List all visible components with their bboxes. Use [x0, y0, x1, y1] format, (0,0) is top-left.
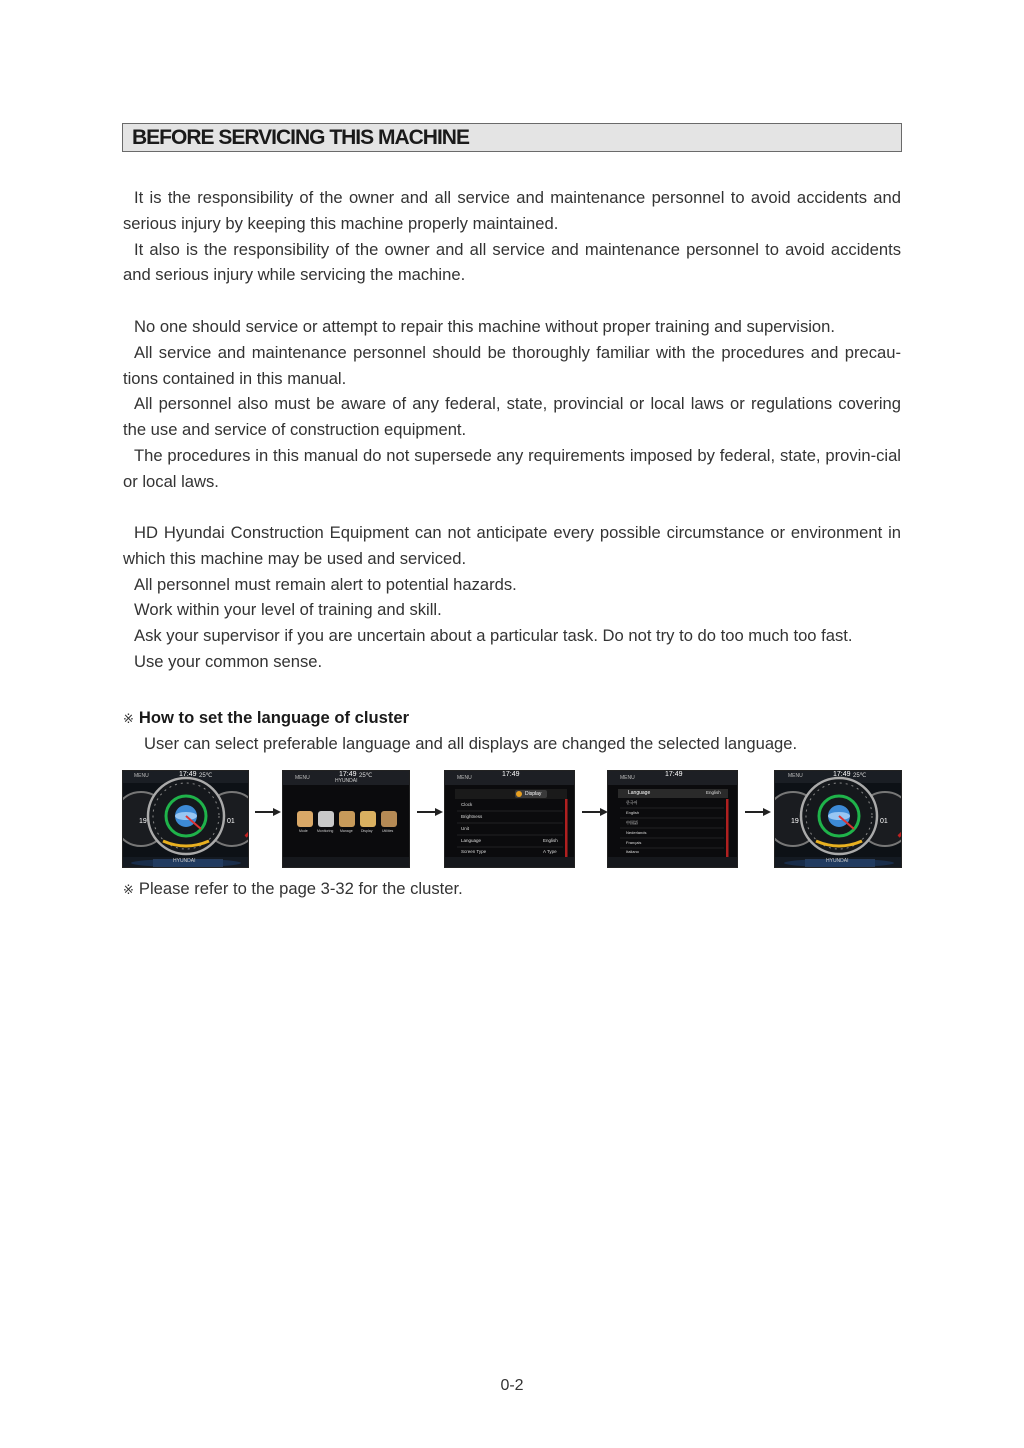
menu-item-monitoring: Monitoring	[317, 829, 334, 833]
paragraph-group-3	[123, 520, 901, 675]
clock-time: 17:49	[339, 771, 357, 778]
svg-text:01: 01	[880, 818, 888, 825]
setting-screen-type-value: A Type	[543, 849, 557, 854]
language-option: Nederlands	[626, 830, 647, 835]
paragraph: Work within your level of training and skill.	[134, 600, 442, 620]
language-option: Français	[626, 840, 642, 845]
gauge-screen-image	[775, 771, 902, 868]
clock-time: 17:49	[179, 771, 197, 778]
paragraph-group-1	[123, 185, 901, 288]
temperature: 25℃	[199, 773, 213, 779]
clock-time: 17:49	[502, 771, 520, 778]
paragraph: No one should service or attempt to repair this machine without proper training and supervision.	[134, 317, 835, 336]
svg-text:19: 19	[791, 818, 799, 825]
tab-display: Display	[525, 791, 542, 797]
gauge-screen-image	[123, 771, 249, 868]
setting-brightness: Brightness	[461, 814, 483, 819]
paragraph: All personnel must remain alert to potential hazards.	[134, 574, 517, 594]
cluster-screen-gauges-result	[774, 770, 902, 868]
paragraph: It also is the responsibility of the owner and all service and maintenance personnel to avoid accidents and serious injury while servicing the machine.	[123, 239, 901, 285]
setting-unit: Unit	[461, 826, 470, 831]
note-text: User can select preferable language and all displays are changed the selected language.	[144, 734, 798, 753]
paragraph: All service and maintenance personnel should be thoroughly familiar with the procedures and precau-tions contained in this manual.	[123, 342, 901, 388]
setting-screen-type: Screen Type	[461, 849, 487, 854]
note-reference	[123, 876, 463, 902]
temperature: 25℃	[359, 773, 373, 779]
reference-mark-icon: ※	[123, 711, 134, 726]
reference-mark-icon: ※	[123, 882, 134, 897]
setting-clock: Clock	[461, 802, 473, 807]
temperature: 25℃	[853, 773, 867, 779]
menu-label: MENU	[788, 773, 803, 779]
cluster-screen-display	[444, 770, 575, 868]
arrow-right-icon	[745, 808, 771, 816]
arrow-right-icon	[582, 808, 608, 816]
language-title: Language	[628, 790, 651, 796]
svg-text:19: 19	[139, 818, 147, 825]
language-option: Italiano	[626, 849, 639, 854]
note-heading	[123, 705, 409, 731]
language-current-value: English	[706, 790, 721, 795]
setting-language: Language	[461, 838, 482, 843]
svg-text:01: 01	[227, 818, 235, 825]
clock-time: 17:49	[665, 771, 683, 778]
arrow-right-icon	[417, 808, 443, 816]
brand-label: HYUNDAI	[173, 858, 196, 864]
brand-label: HYUNDAI	[826, 858, 849, 864]
paragraph: HD Hyundai Construction Equipment can not anticipate every possible circumstance or environment in which this machine may be used and serviced.	[123, 523, 901, 568]
menu-screen-image	[283, 771, 410, 868]
paragraph: Use your common sense.	[134, 651, 323, 671]
note-heading-text: How to set the language of cluster	[138, 708, 410, 727]
language-option: 한국어	[626, 800, 638, 805]
cluster-screen-menu	[282, 770, 410, 868]
menu-item-manage: Manage	[340, 829, 353, 833]
clock-time: 17:49	[833, 771, 851, 778]
menu-label: MENU	[295, 775, 310, 781]
paragraph: All personnel also must be aware of any federal, state, provincial or local laws or regulations covering the use and service of construction equipment.	[123, 394, 901, 440]
menu-item-display: Display	[361, 829, 373, 833]
page-number: 0-2	[500, 1377, 524, 1394]
note-reference-text: Please refer to the page 3-32 for the cluster.	[138, 879, 463, 898]
cluster-screen-gauges	[122, 770, 249, 868]
setting-language-value: English	[543, 838, 558, 843]
menu-label: MENU	[134, 773, 149, 779]
cluster-screens-sequence	[122, 770, 902, 868]
paragraph-group-2	[123, 314, 901, 495]
menu-item-utilities: Utilities	[382, 829, 394, 833]
paragraph: It is the responsibility of the owner and all service and maintenance personnel to avoid accidents and serious injury by keeping this machine properly maintained.	[123, 188, 901, 233]
language-option: English	[626, 810, 640, 815]
language-option: 中国語	[626, 820, 638, 825]
cluster-screen-language	[607, 770, 738, 868]
paragraph: The procedures in this manual do not supersede any requirements imposed by federal, state, provin-cial or local laws.	[123, 445, 901, 491]
section-title: BEFORE SERVICING THIS MACHINE	[132, 126, 469, 149]
menu-item-mode: Mode	[299, 829, 308, 833]
section-header	[122, 123, 902, 152]
brand-label: HYUNDAI	[335, 778, 358, 784]
paragraph: Ask your supervisor if you are uncertain about a particular task. Do not try to do too much too fast.	[134, 626, 853, 646]
arrow-right-icon	[255, 808, 281, 816]
menu-label: MENU	[620, 775, 635, 781]
menu-label: MENU	[457, 775, 472, 781]
